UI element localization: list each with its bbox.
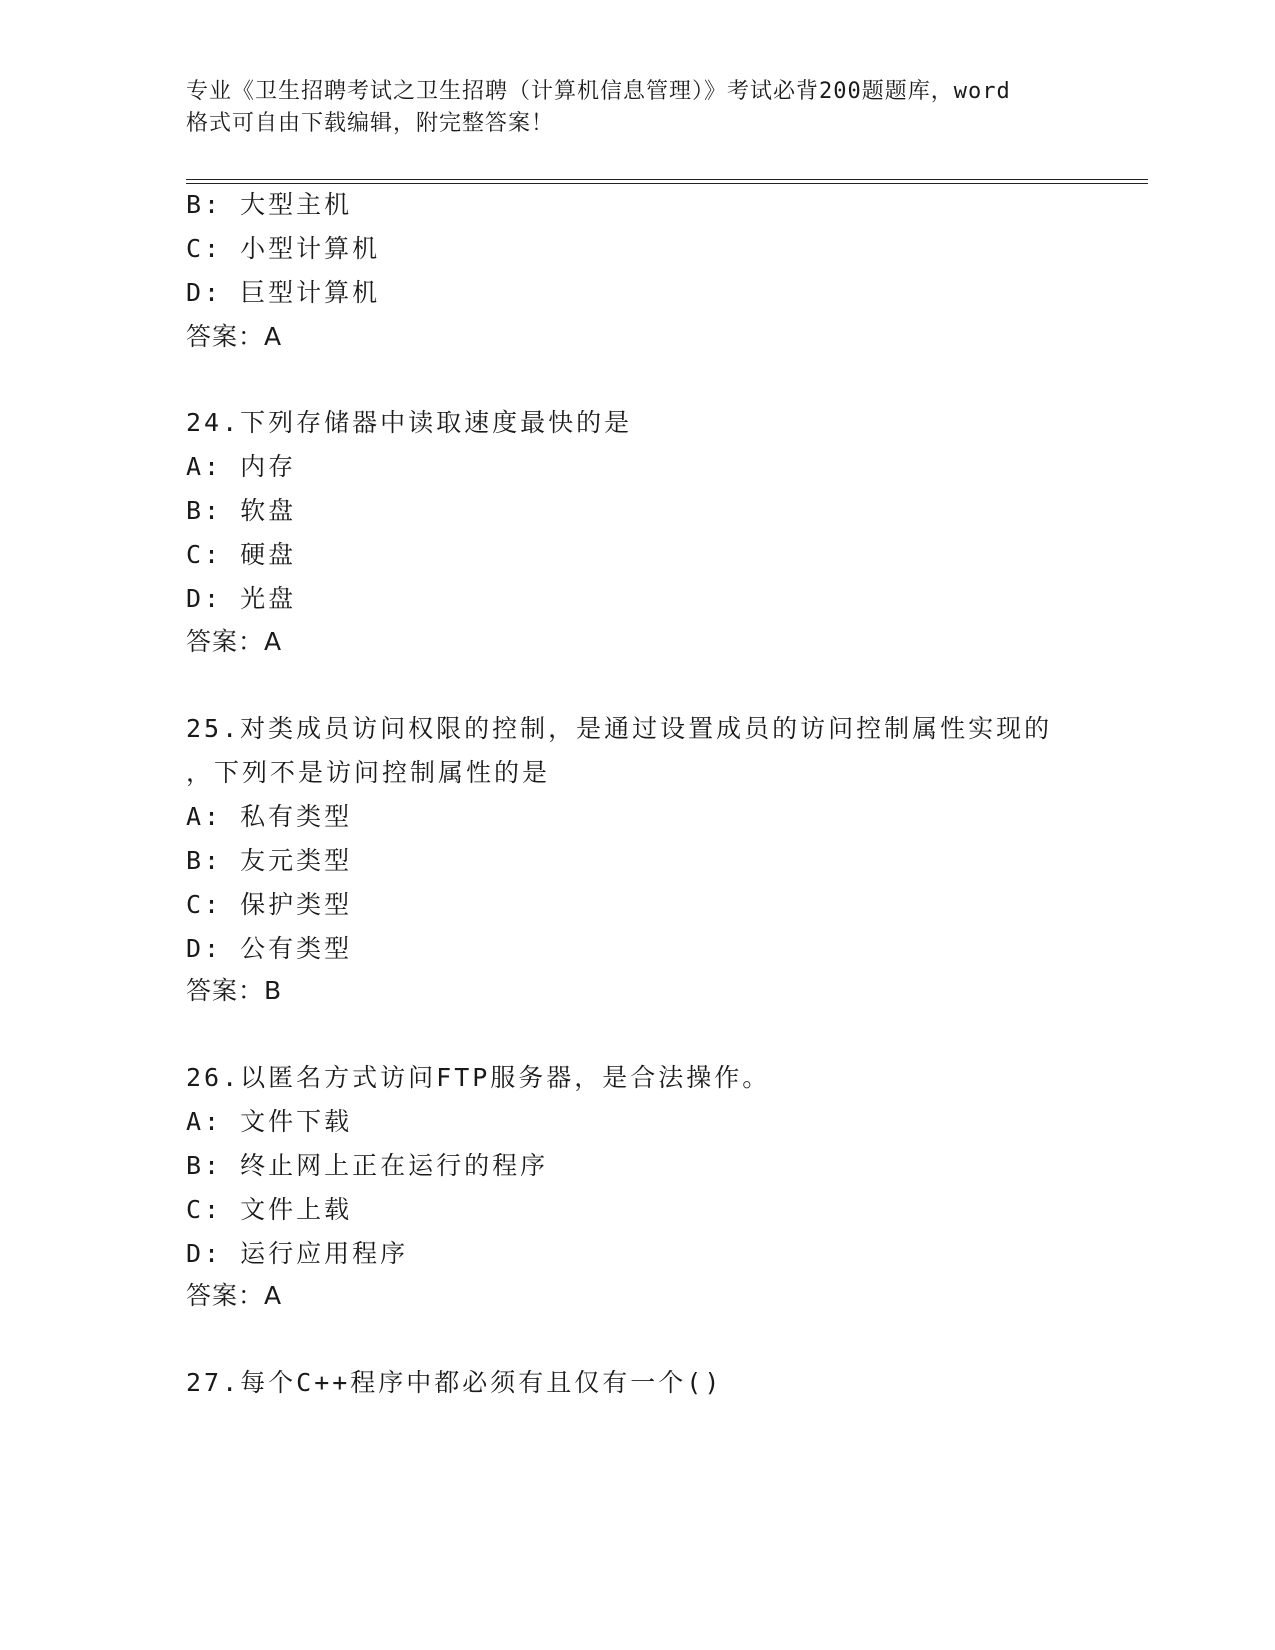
question-25-continued: ，下列不是访问控制属性的是 [186,758,551,787]
option-c: C: 保护类型 [186,890,353,919]
header-rule-top [186,179,1148,180]
option-d: D: 光盘 [186,584,297,613]
answer: 答案：A [186,1281,283,1310]
question-26: 26.以匿名方式访问FTP服务器，是合法操作。 [186,1063,771,1092]
option-d: D: 巨型计算机 [186,278,381,307]
document-header [186,76,1086,140]
question-24: 24.下列存储器中读取速度最快的是 [186,408,633,437]
answer: 答案：A [186,322,283,351]
option-b: B: 大型主机 [186,190,353,219]
option-d: D: 运行应用程序 [186,1239,409,1268]
option-c: C: 硬盘 [186,540,297,569]
question-25: 25.对类成员访问权限的控制，是通过设置成员的访问控制属性实现的 [186,714,1053,743]
option-b: B: 软盘 [186,496,297,525]
option-a: A: 内存 [186,452,297,481]
option-a: A: 私有类型 [186,802,353,831]
option-a: A: 文件下载 [186,1107,353,1136]
option-c: C: 文件上载 [186,1195,353,1224]
header-rule-bottom [186,183,1148,184]
header-line-2: 格式可自由下载编辑，附完整答案！ [186,111,555,136]
option-c: C: 小型计算机 [186,234,381,263]
option-b: B: 终止网上正在运行的程序 [186,1151,549,1180]
answer: 答案：B [186,976,283,1005]
option-b: B: 友元类型 [186,846,353,875]
option-d: D: 公有类型 [186,934,353,963]
header-line-1: 专业《卫生招聘考试之卫生招聘（计算机信息管理）》考试必背200题题库，word [186,79,1011,104]
answer: 答案：A [186,627,283,656]
question-27: 27.每个C++程序中都必须有且仅有一个() [186,1368,723,1397]
